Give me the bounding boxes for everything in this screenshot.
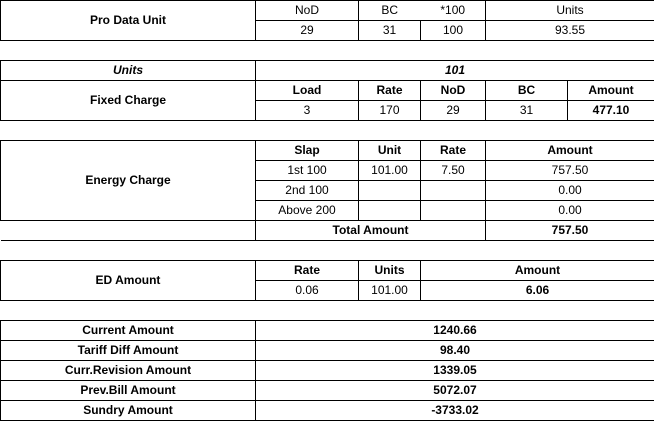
fixed-rate: 170	[359, 101, 421, 121]
energy-slap: 2nd 100	[256, 181, 359, 201]
pro-data-header-row	[1, 1, 654, 21]
energy-charge-label: Energy Charge	[1, 141, 256, 221]
spacer-row	[1, 121, 654, 141]
energy-total-value: 757.50	[486, 221, 654, 241]
fixed-header-nod: NoD	[421, 81, 486, 101]
summary-label: Prev.Bill Amount	[1, 381, 256, 401]
energy-unit: 101.00	[359, 161, 421, 181]
summary-value: 5072.07	[256, 381, 654, 401]
energy-unit	[359, 181, 421, 201]
ed-header-amount: Amount	[421, 261, 654, 281]
pro-data-bc: 31	[359, 21, 421, 41]
spacer-row	[1, 301, 654, 321]
fixed-header-load: Load	[256, 81, 359, 101]
energy-header-row	[1, 141, 654, 161]
pro-data-label: Pro Data Unit	[1, 1, 256, 41]
units-value: 101	[256, 61, 654, 81]
energy-slap: 1st 100	[256, 161, 359, 181]
energy-rate: 7.50	[421, 161, 486, 181]
energy-rate	[421, 201, 486, 221]
energy-total-label: Total Amount	[256, 221, 486, 241]
spacer-row	[1, 241, 654, 261]
summary-label: Curr.Revision Amount	[1, 361, 256, 381]
summary-value: 1339.05	[256, 361, 654, 381]
fixed-header-amount: Amount	[568, 81, 654, 101]
energy-rate	[421, 181, 486, 201]
energy-total-row	[1, 221, 654, 241]
ed-amount-value: 6.06	[421, 281, 654, 301]
pro-data-header-bc: BC	[359, 1, 421, 21]
ed-header-units: Units	[359, 261, 421, 281]
energy-header-rate: Rate	[421, 141, 486, 161]
pro-data-header-nod: NoD	[256, 1, 359, 21]
spacer-row	[1, 41, 654, 61]
summary-label: Tariff Diff Amount	[1, 341, 256, 361]
summary-label: Current Amount	[1, 321, 256, 341]
units-row	[1, 61, 654, 81]
energy-unit	[359, 201, 421, 221]
units-label: Units	[1, 61, 256, 81]
summary-value: 98.40	[256, 341, 654, 361]
energy-amount: 757.50	[486, 161, 654, 181]
ed-units: 101.00	[359, 281, 421, 301]
energy-slap: Above 200	[256, 201, 359, 221]
fixed-bc: 31	[486, 101, 568, 121]
summary-row	[1, 321, 654, 341]
energy-header-slap: Slap	[256, 141, 359, 161]
ed-header-rate: Rate	[256, 261, 359, 281]
summary-label: Sundry Amount	[1, 401, 256, 421]
summary-row	[1, 361, 654, 381]
summary-value: 1240.66	[256, 321, 654, 341]
ed-header-row	[1, 261, 654, 281]
fixed-load: 3	[256, 101, 359, 121]
fixed-header-rate: Rate	[359, 81, 421, 101]
energy-amount: 0.00	[486, 201, 654, 221]
pro-data-units: 93.55	[486, 21, 654, 41]
summary-row	[1, 341, 654, 361]
pro-data-header-units: Units	[486, 1, 654, 21]
energy-header-amount: Amount	[486, 141, 654, 161]
fixed-charge-header-row	[1, 81, 654, 101]
energy-amount: 0.00	[486, 181, 654, 201]
fixed-charge-label: Fixed Charge	[1, 81, 256, 121]
pro-data-x100: 100	[421, 21, 486, 41]
summary-row	[1, 401, 654, 421]
fixed-nod: 29	[421, 101, 486, 121]
summary-value: -3733.02	[256, 401, 654, 421]
ed-rate: 0.06	[256, 281, 359, 301]
fixed-header-bc: BC	[486, 81, 568, 101]
pro-data-nod: 29	[256, 21, 359, 41]
summary-row	[1, 381, 654, 401]
ed-amount-label: ED Amount	[1, 261, 256, 301]
fixed-amount: 477.10	[568, 101, 654, 121]
pro-data-header-x100: *100	[421, 1, 486, 21]
energy-header-unit: Unit	[359, 141, 421, 161]
